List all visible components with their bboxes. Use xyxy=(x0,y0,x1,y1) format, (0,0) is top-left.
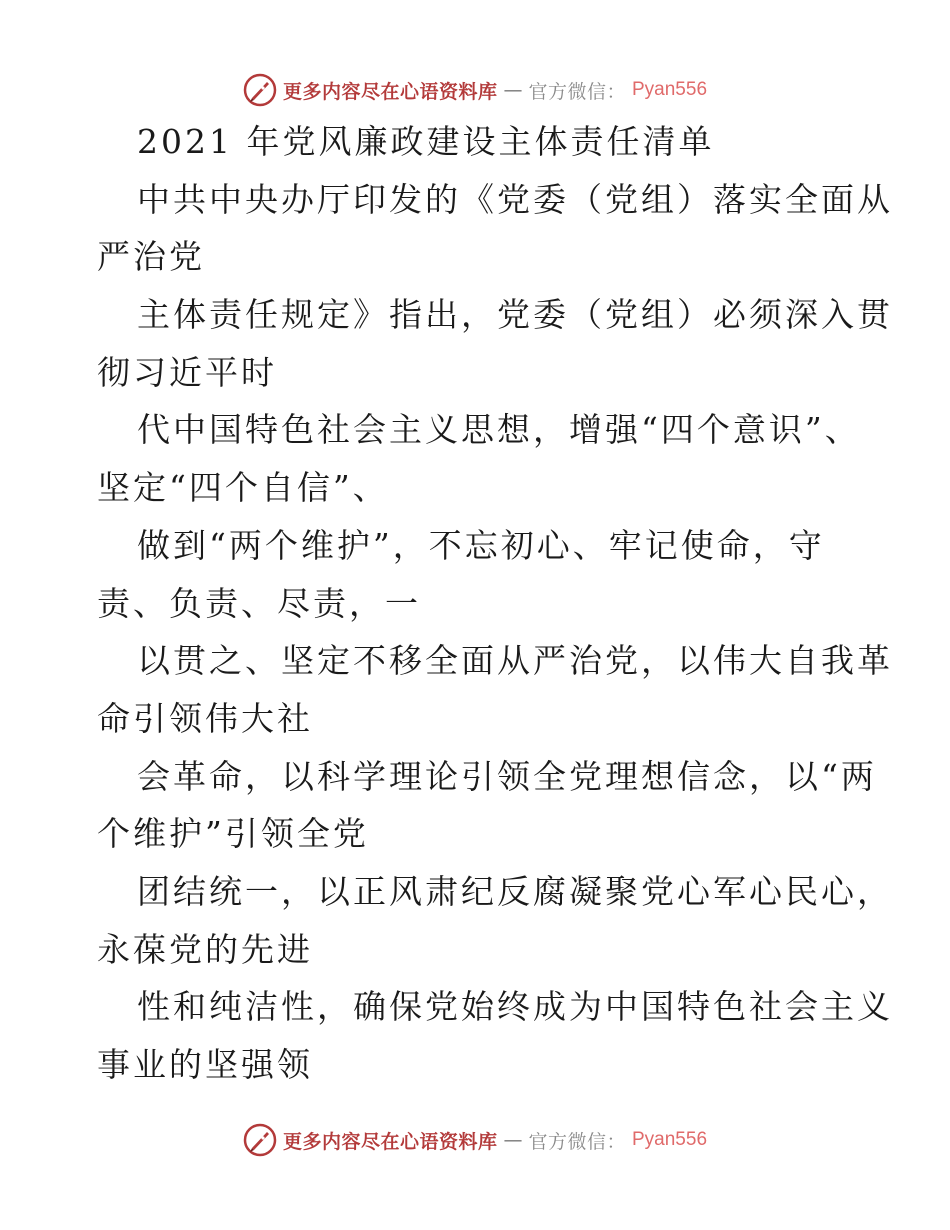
paragraph-line: 中共中央办厅印发的《党委（党组）落实全面从 xyxy=(137,179,893,219)
document-body xyxy=(97,122,893,1103)
paragraph-line: 主体责任规定》指出，党委（党组）必须深入贯 xyxy=(137,295,893,335)
paragraph-line: 团结统一，以正风肃纪反腐凝聚党心军心民心， xyxy=(137,871,893,911)
paragraph-line: 责、负责、尽责，一 xyxy=(97,583,421,623)
watermark-main-text: 更多内容尽在心语资料库 xyxy=(282,80,498,103)
watermark-dash: — xyxy=(503,1129,523,1151)
quill-pen-icon xyxy=(243,73,277,107)
watermark-sub-text: 官方微信： xyxy=(528,1130,626,1153)
watermark-sub-text: 官方微信： xyxy=(528,80,626,103)
quill-pen-icon xyxy=(243,1123,277,1157)
header-watermark xyxy=(0,68,950,112)
watermark-main-text: 更多内容尽在心语资料库 xyxy=(282,1130,498,1153)
paragraph-line: 会革命，以科学理论引领全党理想信念，以“两 xyxy=(137,756,877,796)
paragraph-line: 性和纯洁性，确保党始终成为中国特色社会主义 xyxy=(137,987,893,1027)
paragraph-line: 坚定“四个自信”、 xyxy=(97,468,389,508)
document-title: 2021 年党风廉政建设主体责任清单 xyxy=(137,122,715,161)
paragraph-line: 个维护”引领全党 xyxy=(97,814,369,854)
watermark-wechat-id: Pyan556 xyxy=(632,79,708,100)
paragraph-line: 代中国特色社会主义思想，增强“四个意识”、 xyxy=(137,410,861,450)
paragraph-line: 严治党 xyxy=(97,237,205,277)
paragraph-line: 彻习近平时 xyxy=(97,352,277,392)
watermark-wechat-id: Pyan556 xyxy=(632,1129,708,1150)
paragraph-line: 做到“两个维护”，不忘初心、牢记使命，守 xyxy=(137,525,825,565)
paragraph-line: 事业的坚强领 xyxy=(97,1045,313,1084)
paragraph-line: 命引领伟大社 xyxy=(97,698,313,738)
footer-watermark xyxy=(0,1118,950,1162)
paragraph-line: 以贯之、坚定不移全面从严治党，以伟大自我革 xyxy=(137,641,893,681)
watermark-dash: — xyxy=(503,79,523,101)
paragraph-line: 永葆党的先进 xyxy=(97,929,313,969)
